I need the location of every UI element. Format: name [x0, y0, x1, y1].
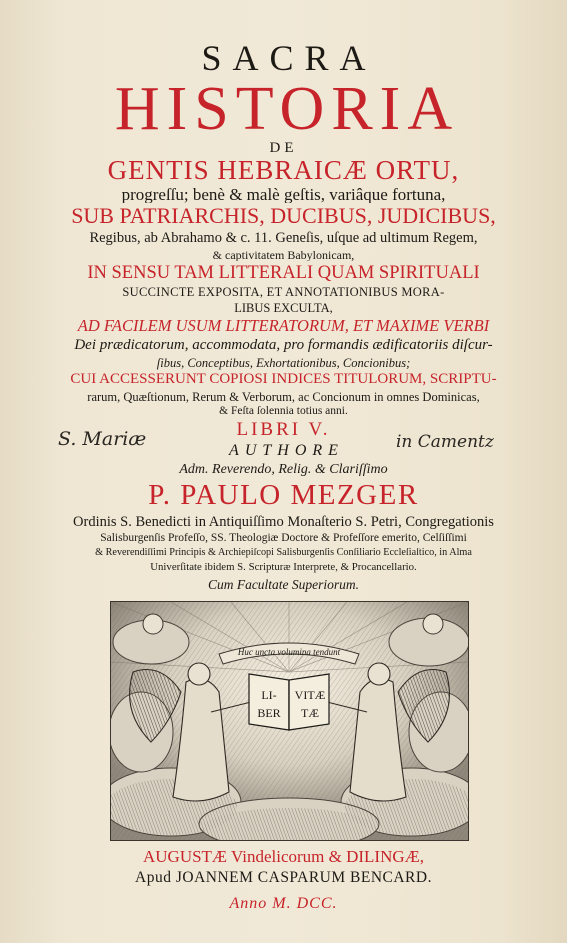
line-ordinis: Ordinis S. Benedicti in Antiquiſſimo Monaſterio S. Petri, Congregationis	[73, 515, 494, 530]
line-captivitatem: & captivitatem Babylonicam,	[212, 249, 355, 261]
line-salisburgensis: Salisburgenſis Profeſſo, SS. Theologiæ Doctore & Profeſſore emerito, Celſiſſimi	[100, 533, 467, 544]
line-libus: LIBUS EXCULTA,	[234, 302, 333, 315]
book-text-right-2: TÆ	[301, 706, 319, 720]
line-sub-patriarchis: SUB PATRIARCHIS, DUCIBUS, JUDICIBUS,	[71, 205, 496, 227]
author-name: P. PAULO MEZGER	[148, 481, 419, 510]
line-adm: Adm. Reverendo, Relig. & Clariſſimo	[179, 463, 388, 477]
line-ad-facilem: AD FACILEM USUM LITTERATORUM, ET MAXIME VERBI	[77, 318, 490, 335]
imprint-augustae: AUGUSTÆ Vindelicorum & DILINGÆ,	[142, 848, 425, 865]
title-de: DE	[269, 141, 298, 156]
line-progressu: progreſſu; benè & malè geſtis, variâque fortuna,	[121, 186, 446, 203]
line-libri: LIBRI V.	[236, 420, 331, 439]
line-succincte: SUCCINCTE EXPOSITA, ET ANNOTATIONIBUS MORA-	[122, 286, 445, 299]
book-text-right-1: VITÆ	[294, 688, 326, 702]
line-reverendissimi: & Reverendiſſimi Principis & Archiepiſcopi Salisburgenſis Conſiliario Eccleſiaſtico, in Alma	[95, 548, 472, 558]
line-rarum: rarum, Quæſtionum, Rerum & Verborum, ac Concionum in omnes Dominicas,	[87, 391, 480, 404]
imprint-apud: Apud JOANNEM CASPARUM BENCARD.	[135, 870, 432, 886]
frontispiece-engraving	[110, 601, 469, 841]
line-cui: CUI ACCESSERUNT COPIOSI INDICES TITULORUM, SCRIPTU-	[70, 372, 497, 387]
line-dei: Dei prædicatorum, accommodata, pro formandis ædificatoriis diſcur-	[74, 338, 493, 353]
line-authore: AUTHORE	[229, 443, 344, 459]
line-sibus: ſibus, Conceptibus, Exhortationibus, Concionibus;	[156, 357, 411, 370]
title-sacra: SACRA	[201, 40, 377, 76]
line-universitate: Univerſitate ibidem S. Scripturæ Interprete, & Procancellario.	[150, 562, 417, 573]
title-historia: HISTORIA	[114, 78, 460, 140]
line-regibus: Regibus, ab Abrahamo & c. 11. Geneſis, uſque ad ultimum Regem,	[89, 231, 478, 246]
engraving-illustration	[111, 602, 468, 840]
line-cum-facultate: Cum Facultate Superiorum.	[207, 578, 360, 592]
line-in-sensu: IN SENSU TAM LITTERALI QUAM SPIRITUALI	[87, 264, 480, 283]
book-text-left-1: LI-	[261, 688, 277, 702]
ribbon-motto: Huc uncta volumina tendunt	[237, 647, 341, 657]
line-gentis: GENTIS HEBRAICÆ ORTU,	[107, 157, 460, 184]
imprint-year: Anno M. DCC.	[229, 896, 338, 912]
handwritten-provenance-right: in Camentz	[396, 432, 494, 452]
handwritten-provenance-left: S. Mariæ	[58, 428, 147, 450]
line-festa: & Feſta ſolennia totius anni.	[219, 406, 348, 417]
book-text-left-2: BER	[257, 706, 281, 720]
